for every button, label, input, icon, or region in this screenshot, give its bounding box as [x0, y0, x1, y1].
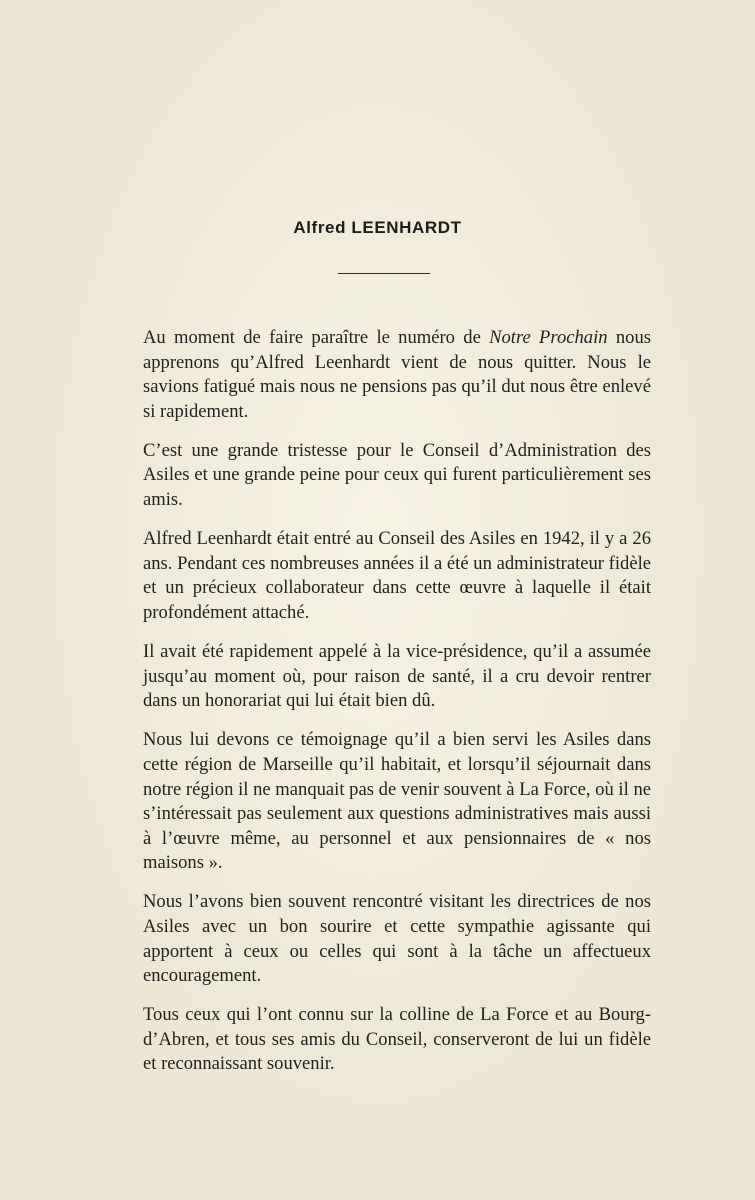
paragraph-1: Au moment de faire paraître le numéro de Notre Prochain nous apprenons qu’Alfred Leenhardt vient de nous quitter. Nous le savions fatigué mais nous ne pensions pas qu’il dut nous être enlevé si rapidement. [143, 327, 651, 422]
paragraph-2: C’est une grande tristesse pour le Conseil d’Administration des Asiles et une grande peine pour ceux qui furent particulièrement ses amis. [143, 439, 651, 511]
page-title: Alfred LEENHARDT [293, 218, 462, 237]
title-divider [338, 273, 430, 274]
paragraph-3: Alfred Leenhardt était entré au Conseil des Asiles en 1942, il y a 26 ans. Pendant ces nombreuses années il a été un administrateur fidèle et un précieux collaborateur dans cette œuvre à laquelle il était profondément attaché. [143, 528, 651, 623]
paragraph-7: Tous ceux qui l’ont connu sur la colline de La Force et au Bourg-d’Abren, et tous ses amis du Conseil, conserveront de lui un fidèle et reconnaissant souvenir. [143, 1004, 651, 1075]
paragraph-4: Il avait été rapidement appelé à la vice-présidence, qu’il a assumée jusqu’au moment où, pour raison de santé, il a cru devoir rentrer dans un honorariat qui lui était bien dû. [143, 641, 651, 712]
article-body [143, 326, 651, 1092]
paragraph-5: Nous lui devons ce témoignage qu’il a bien servi les Asiles dans cette région de Marseille qu’il habitait, et lorsqu’il séjournait dans notre région il ne manquait pas de venir souvent à La Force, où il ne s’intéressait pas seulement aux questions administratives mais aussi à l’œuvre même, au personnel et aux pensionnaires de « nos maisons ». [143, 729, 651, 874]
paragraph-6: Nous l’avons bien souvent rencontré visitant les directrices de nos Asiles avec un bon sourire et cette sympathie agissante qui apportent à ceux ou celles qui sont à la tâche un affectueux encouragement. [143, 891, 651, 987]
